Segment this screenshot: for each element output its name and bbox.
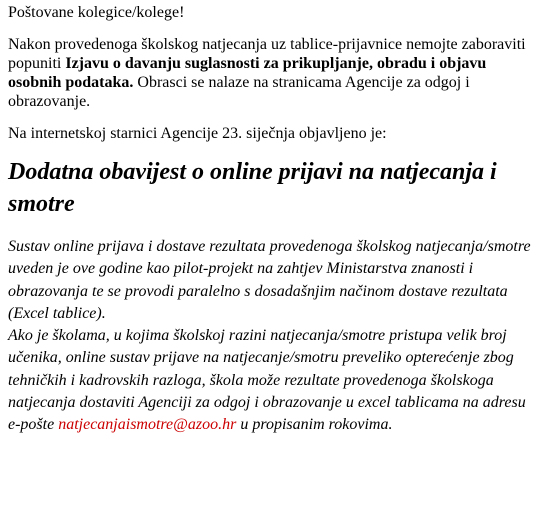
announcement-body: [8, 236, 538, 437]
reminder-paragraph: [8, 35, 538, 111]
body-paragraph-2: Ako je školama, u kojima školskoj razini natjecanja/smotre pristupa velik broj učenika, online sustav prijave na natjecanje/smotru preveliko opterećenje zbog tehničkih i kadrovskih razloga, škola može rezultate provedenoga školskoga natjecanja dostaviti Agenciji za odgoj i obrazovanje u excel tablicama na adresu e-pošte: [8, 327, 526, 434]
announcement-intro: Na internetskoj starnici Agencije 23. siječnja objavljeno je:: [8, 125, 387, 142]
reminder-text-before: Nakon provedenoga školskog natjecanja uz tablice-prijavnice nemojte zaboraviti popuniti: [8, 36, 526, 72]
body-paragraph-1: Sustav online prijava i dostave rezultata provedenoga školskog natjecanja/smotre uveden je ove godine kao pilot-projekt na zahtjev Ministarstva znanosti i obrazovanja te se provodi paralelno s dosadašnjim načinom dostave rezultata (Excel tablice).: [8, 238, 531, 322]
announcement-heading: Dodatna obavijest o online prijavi na natjecanja i smotre: [8, 159, 497, 217]
reminder-text-after: Obrasci se nalaze na stranicama Agencije za odgoj i obrazovanje.: [8, 74, 470, 110]
email-link[interactable]: natjecanjaismotre@azoo.hr: [58, 416, 237, 434]
reminder-bold-text: Izjavu o davanju suglasnosti za prikupljanje, obradu i objavu osobnih podataka.: [8, 55, 487, 91]
greeting-text: Poštovane kolegice/kolege!: [8, 4, 185, 21]
body-closing: u propisanim rokovima.: [236, 416, 393, 434]
